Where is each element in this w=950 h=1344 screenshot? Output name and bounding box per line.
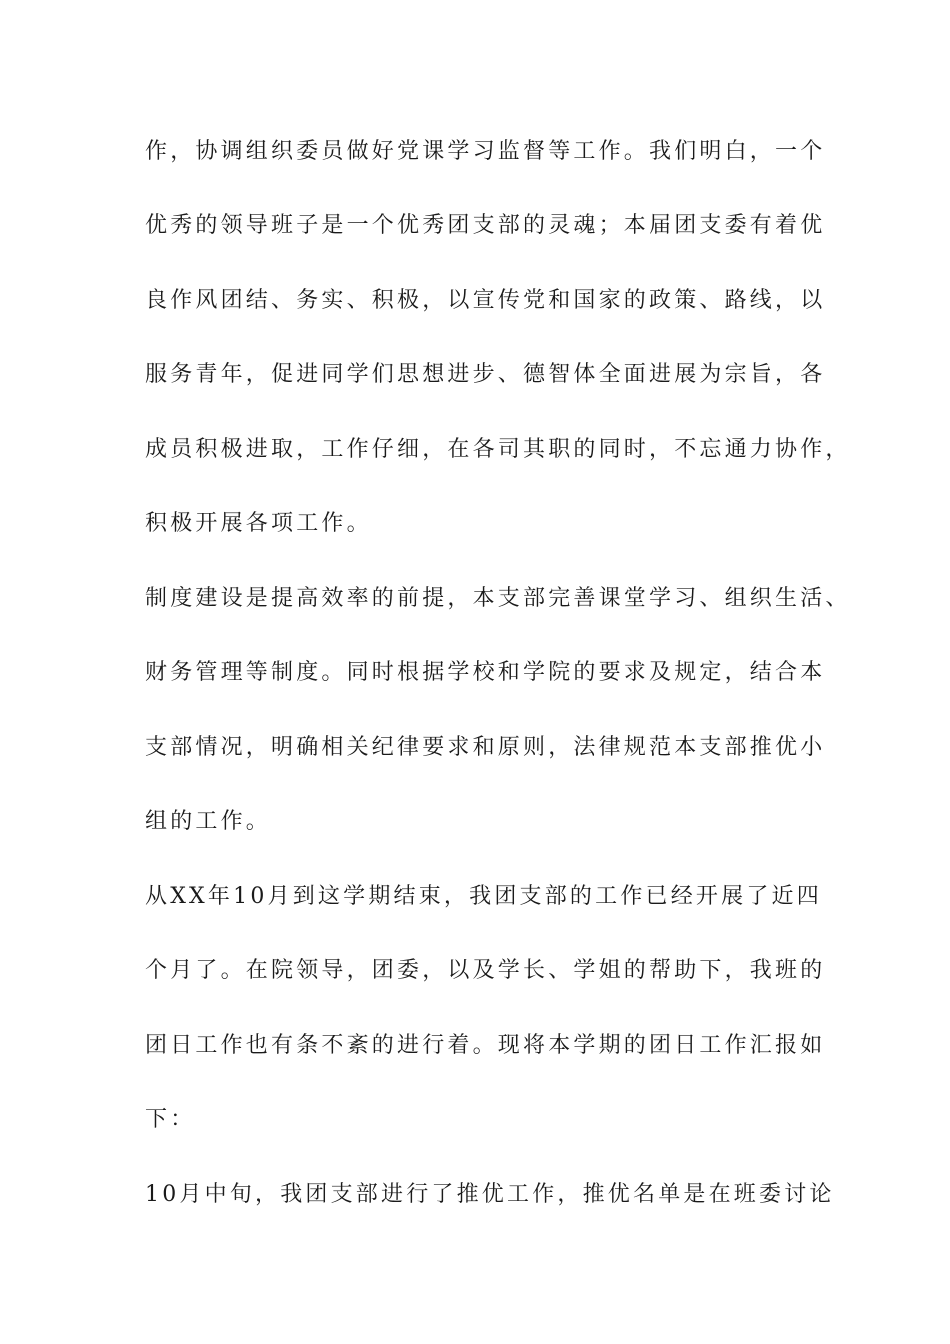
- text-line: 制度建设是提高效率的前提，本支部完善课堂学习、组织生活、: [145, 586, 851, 611]
- text-line: 从XX年10月到这学期结束，我团支部的工作已经开展了近四: [145, 884, 822, 909]
- text-line: 财务管理等制度。同时根据学校和学院的要求及规定，结合本: [145, 660, 826, 685]
- text-line: 服务青年，促进同学们思想进步、德智体全面进展为宗旨，各: [145, 362, 826, 387]
- text-line: 10月中旬，我团支部进行了推优工作，推优名单是在班委讨论: [145, 1182, 835, 1207]
- text-line: 下：: [145, 1107, 196, 1132]
- text-line: 成员积极进取，工作仔细，在各司其职的同时，不忘通力协作，: [145, 437, 851, 462]
- text-line: 组的工作。: [145, 809, 272, 834]
- text-line: 积极开展各项工作。: [145, 511, 372, 536]
- text-line: 良作风团结、务实、积极，以宣传党和国家的政策、路线，以: [145, 288, 826, 313]
- text-line: 作，协调组织委员做好党课学习监督等工作。我们明白，一个: [145, 139, 826, 164]
- text-line: 优秀的领导班子是一个优秀团支部的灵魂；本届团支委有着优: [145, 213, 826, 238]
- text-line: 个月了。在院领导，团委，以及学长、学姐的帮助下，我班的: [145, 958, 826, 983]
- text-line: 支部情况，明确相关纪律要求和原则，法律规范本支部推优小: [145, 735, 826, 760]
- text-line: 团日工作也有条不紊的进行着。现将本学期的团日工作汇报如: [145, 1033, 826, 1058]
